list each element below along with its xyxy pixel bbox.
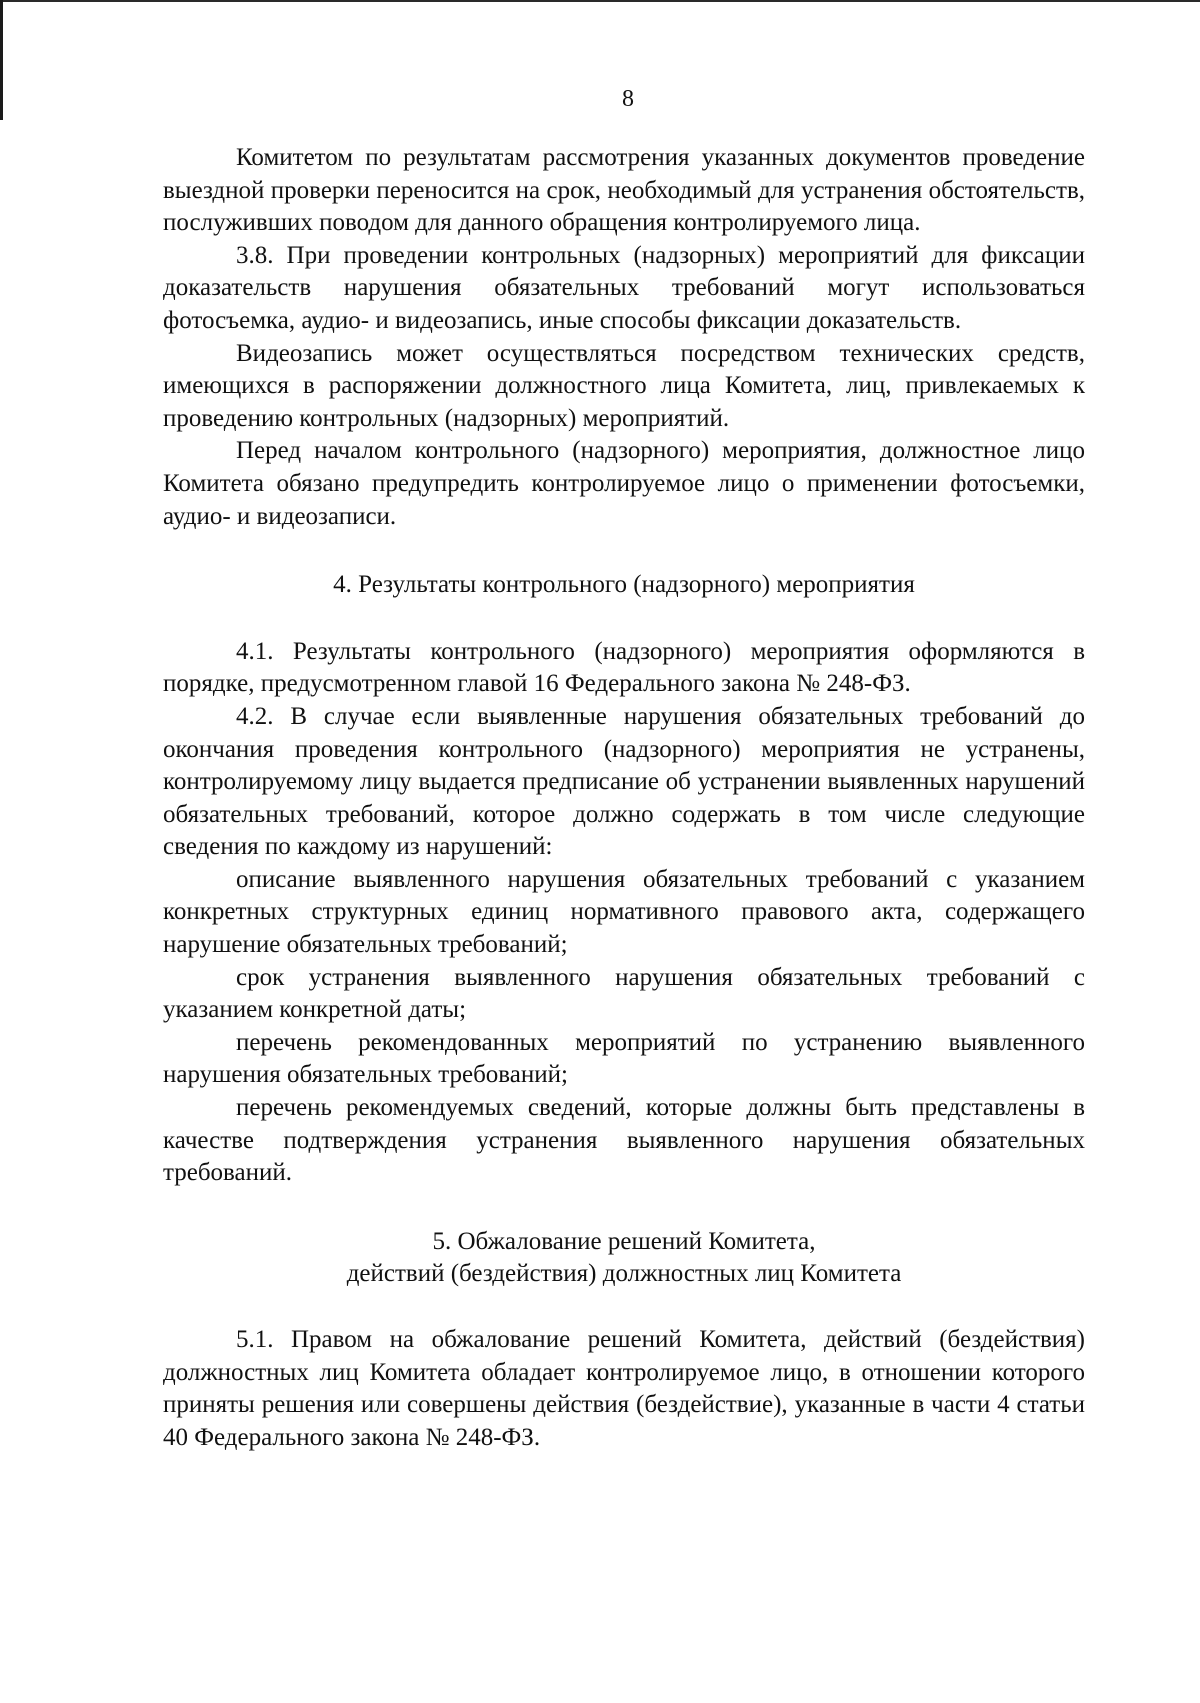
list-item-deadline: срок устранения выявленного нарушения обязательных требований с указанием конкретной даты; [163,963,1085,1024]
list-item-description: описание выявленного нарушения обязательных требований с указанием конкретных структурных единиц нормативного правового акта, содержащего нарушение обязательных требований; [163,865,1085,959]
document-body [163,142,1085,1454]
scan-top-edge [0,0,1200,2]
section-heading-5-line2: действий (бездействия) должностных лиц Комитета [346,1260,902,1288]
page-number: 8 [622,86,634,112]
paragraph-warning: Перед началом контрольного (надзорного) мероприятия, должностное лицо Комитета обязано предупредить контролируемое лицо о применении фотосъемки, аудио- и видеозаписи. [163,437,1085,530]
list-item-measures: перечень рекомендованных мероприятий по устранению выявленного нарушения обязательных требований; [163,1028,1085,1089]
paragraph-video: Видеозапись может осуществляться посредством технических средств, имеющихся в распоряжении должностного лица Комитета, лиц, привлекаемых к проведению контрольных (надзорных) мероприятий. [163,339,1085,432]
list-item-evidence: перечень рекомендуемых сведений, которые должны быть представлены в качестве подтверждения устранения выявленного нарушения обязательных требований. [163,1094,1085,1187]
paragraph-4-1: 4.1. Результаты контрольного (надзорного) мероприятия оформляются в порядке, предусмотренном главой 16 Федерального закона № 248-ФЗ. [163,637,1085,698]
section-heading-5-line1: 5. Обжалование решений Комитета, [432,1227,816,1255]
paragraph-5-1: 5.1. Правом на обжалование решений Комитета, действий (бездействия) должностных лиц Комитета обладает контролируемое лицо, в отношении которого приняты решения или совершены действия (бездействие), указанные в части 4 статьи 40 Федерального закона № 248-ФЗ. [163,1326,1085,1451]
paragraph-4-2: 4.2. В случае если выявленные нарушения обязательных требований до окончания проведения контрольного (надзорного) мероприятия не устранены, контролируемому лицу выдается предписание об устранении выявленных нарушений обязательных требований, которое должно содержать в том числе следующие сведения по каждому из нарушений: [163,702,1085,861]
section-heading-4: 4. Результаты контрольного (надзорного) мероприятия [333,571,915,599]
paragraph-3-8: 3.8. При проведении контрольных (надзорных) мероприятий для фиксации доказательств нарушения обязательных требований могут использоваться фотосъемка, аудио- и видеозапись, иные способы фиксации доказательств. [163,241,1085,334]
paragraph-continued: Комитетом по результатам рассмотрения указанных документов проведение выездной проверки переносится на срок, необходимый для устранения обстоятельств, послуживших поводом для данного обращения контролируемого лица. [163,144,1085,237]
